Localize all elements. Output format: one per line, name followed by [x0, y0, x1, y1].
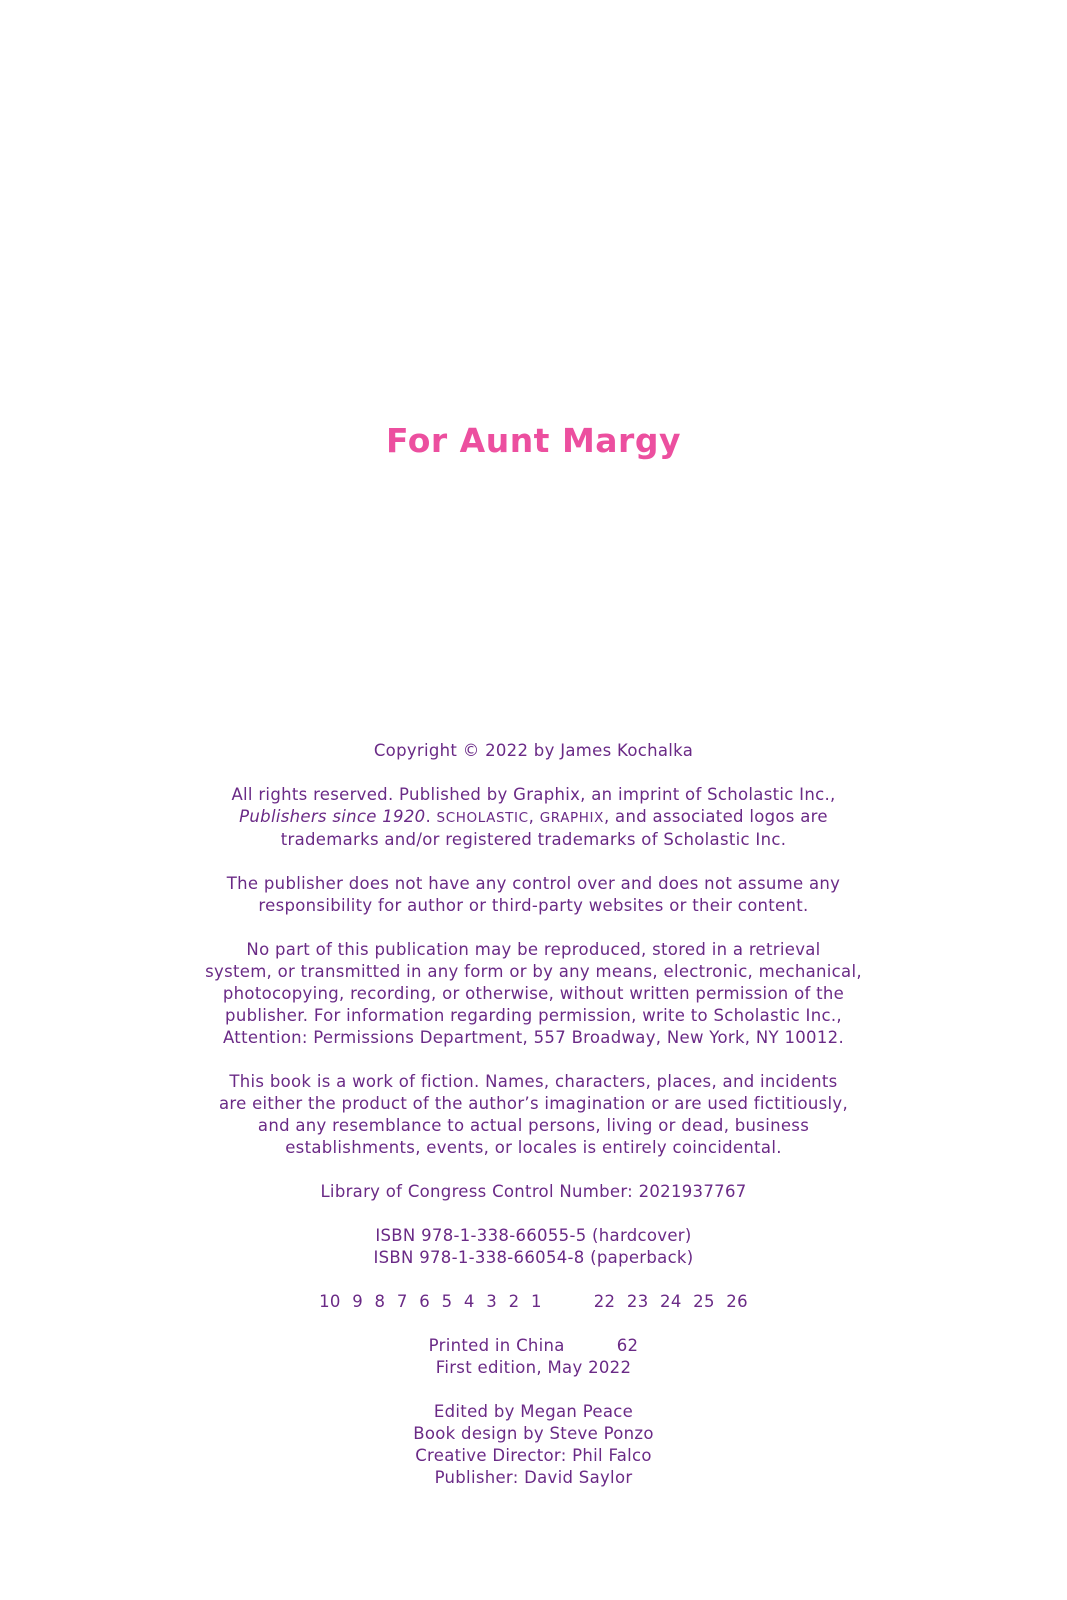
reproduction-line-1: No part of this publication may be reproduced, stored in a retrieval	[246, 940, 821, 959]
isbn-hardcover: ISBN 978-1-338-66055-5 (hardcover)	[375, 1226, 692, 1245]
dedication-title: For Aunt Margy	[386, 421, 681, 460]
printing-line	[0, 1291, 1067, 1313]
rights-line-2	[0, 806, 1067, 829]
printer-code: 62	[616, 1336, 639, 1355]
rights-line-1: All rights reserved. Published by Graphix, an imprint of Scholastic Inc.,	[231, 785, 836, 804]
rights-paragraph	[0, 784, 1067, 851]
lccn-line: Library of Congress Control Number: 2021937767	[320, 1182, 747, 1201]
printed-paragraph	[0, 1335, 1067, 1379]
reproduction-line-5: Attention: Permissions Department, 557 Broadway, New York, NY 10012.	[223, 1028, 844, 1047]
disclaimer-paragraph	[0, 873, 1067, 917]
rights-line-2-rest: , and associated logos are	[603, 807, 828, 826]
rights-line-3: trademarks and/or registered trademarks of Scholastic Inc.	[280, 830, 787, 849]
fiction-line-2: are either the product of the author’s imagination or are used fictitiously,	[218, 1094, 849, 1113]
isbn-paragraph	[0, 1225, 1067, 1269]
printed-country-line	[0, 1335, 1067, 1357]
reproduction-line-2: system, or transmitted in any form or by any means, electronic, mechanical,	[205, 962, 862, 981]
scholastic-trademark: SCHOLASTIC	[436, 810, 529, 826]
fiction-paragraph	[0, 1071, 1067, 1159]
printing-years: 22 23 24 25 26	[593, 1292, 748, 1311]
fiction-line-4: establishments, events, or locales is entirely coincidental.	[285, 1138, 782, 1157]
reproduction-line-4: publisher. For information regarding permission, write to Scholastic Inc.,	[225, 1006, 842, 1025]
credit-editor: Edited by Megan Peace	[433, 1402, 634, 1421]
isbn-paperback: ISBN 978-1-338-66054-8 (paperback)	[373, 1248, 694, 1267]
disclaimer-line-2: responsibility for author or third-party websites or their content.	[258, 896, 809, 915]
reproduction-line-3: photocopying, recording, or otherwise, without written permission of the	[222, 984, 845, 1003]
fiction-line-3: and any resemblance to actual persons, living or dead, business	[257, 1116, 810, 1135]
publishers-since-text: Publishers since 1920	[239, 807, 426, 826]
comma-text: ,	[528, 807, 535, 826]
printing-numbers: 10 9 8 7 6 5 4 3 2 1	[319, 1292, 542, 1311]
reproduction-paragraph	[0, 939, 1067, 1049]
fiction-line-1: This book is a work of fiction. Names, characters, places, and incidents	[229, 1072, 838, 1091]
copyright-paragraph	[0, 740, 1067, 762]
period-text: .	[425, 807, 431, 826]
graphix-trademark: GRAPHIX	[539, 810, 604, 826]
lccn-paragraph	[0, 1181, 1067, 1203]
printing-line-paragraph	[0, 1291, 1067, 1313]
copyright-line: Copyright © 2022 by James Kochalka	[373, 741, 694, 760]
copyright-page	[0, 740, 1067, 1511]
printed-country: Printed in China	[428, 1336, 565, 1355]
edition-line: First edition, May 2022	[435, 1358, 632, 1377]
credits-paragraph	[0, 1401, 1067, 1489]
credit-publisher: Publisher: David Saylor	[434, 1468, 633, 1487]
disclaimer-line-1: The publisher does not have any control over and does not assume any	[226, 874, 841, 893]
credit-creative-director: Creative Director: Phil Falco	[415, 1446, 652, 1465]
credit-design: Book design by Steve Ponzo	[413, 1424, 654, 1443]
